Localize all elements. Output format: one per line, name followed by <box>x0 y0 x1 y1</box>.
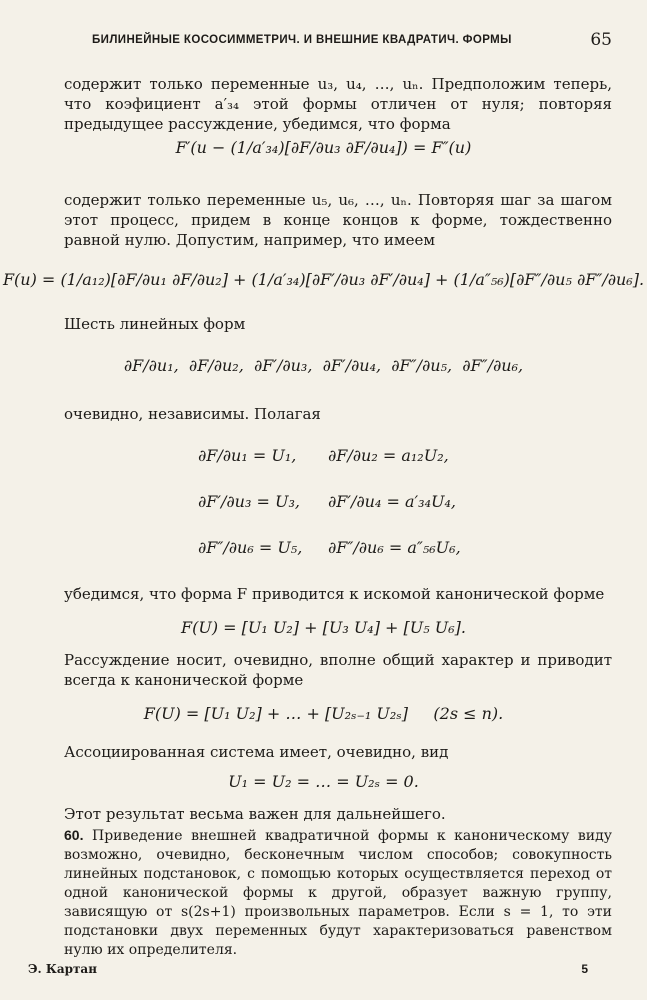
linear-form: ∂F/∂u₁ <box>123 356 174 375</box>
linear-form: ∂F′/∂u₄ <box>322 356 376 375</box>
section-60 <box>64 826 612 960</box>
subst-row-2-right: ∂F′/∂u₄ = a′₃₄U₄, <box>328 492 456 511</box>
linear-form: ∂F″/∂u₅ <box>391 356 447 375</box>
equation-5: F(U) = [U₁ U₂] + [U₃ U₄] + [U₅ U₆]. <box>181 618 466 637</box>
eq2-term-2: (1/a′₃₄)[∂F′/∂u₃ ∂F′/∂u₄] <box>251 270 430 289</box>
paragraph-2: содержит только переменные u₅, u₆, …, uₙ. Повторяя шаг за шагом этот процесс, придем в конце концов к форме, тождественно равной нулю. Допустим, например, что имеем <box>64 191 612 249</box>
subst-row-1-left: ∂F/∂u₁ = U₁, <box>198 446 297 465</box>
section-60-text: Приведение внешней квадратичной формы к каноническому виду возможно, очевидно, бесконечным числом способов; совокупность линейных подстановок, с помощью которых осуществляется переход от одной канонической формы к другой, образует важную группу, зависящую от s(2s+1) произвольных параметров. Если s = 1, то эти подстановки двух переменных будут характеризоваться равенством нулю их определителя. <box>64 828 612 958</box>
linear-forms-list: ∂F/∂u₁, ∂F/∂u₂, ∂F′/∂u₃, ∂F′/∂u₄, ∂F″/∂u₅, ∂F″/∂u₆, <box>123 356 524 375</box>
paragraph-6: Рассуждение носит, очевидно, вполне общий характер и приводит всегда к канонической форме <box>64 651 612 689</box>
section-number: 60. <box>64 827 84 843</box>
subst-row-1-right: ∂F/∂u₂ = a₁₂U₂, <box>328 446 449 465</box>
subst-row-3-left: ∂F″/∂u₆ = U₅, <box>198 538 303 557</box>
linear-form: ∂F/∂u₂ <box>188 356 239 375</box>
equation-2: F(u) = (1/a₁₂)[∂F/∂u₁ ∂F/∂u₂] + (1/a′₃₄)[∂F′/∂u₃ ∂F′/∂u₄] + (1/a″₅₆)[∂F″/∂u₅ ∂F″/∂u₆]. <box>2 270 645 289</box>
eq6-body: F(U) = [U₁ U₂] + … + [U₂ₛ₋₁ U₂ₛ] <box>143 704 408 723</box>
equation-1: F′(u − (1/a′₃₄)[∂F/∂u₃ ∂F/∂u₄]) = F″(u) <box>175 138 472 157</box>
signature-mark: 5 <box>581 962 588 976</box>
eq2-term-1: (1/a₁₂)[∂F/∂u₁ ∂F/∂u₂] <box>60 270 228 289</box>
eq2-lhs: F(u) = <box>2 270 56 289</box>
paragraph-1: содержит только переменные u₃, u₄, …, uₙ. Предположим теперь, что коэфициент a′₃₄ этой формы отличен от нуля; повторяя предыдущее рассуждение, убедимся, что форма <box>64 75 612 133</box>
eq2-term-3: (1/a″₅₆)[∂F″/∂u₅ ∂F″/∂u₆] <box>453 270 639 289</box>
equation-7: U₁ = U₂ = … = U₂ₛ = 0. <box>228 772 419 791</box>
linear-form: ∂F′/∂u₃ <box>253 356 308 375</box>
paragraph-3: Шесть линейных форм <box>64 315 246 333</box>
subst-row-2-left: ∂F′/∂u₃ = U₃, <box>198 492 300 511</box>
equation-6 <box>0 704 647 723</box>
page-footer <box>28 962 588 982</box>
linear-form: ∂F″/∂u₆ <box>462 356 518 375</box>
substitution-grid <box>198 446 498 576</box>
paragraph-7: Ассоциированная система имеет, очевидно, вид <box>64 743 449 761</box>
page-header <box>92 30 612 54</box>
paragraph-5: убедимся, что форма F приводится к искомой канонической форме <box>64 585 605 603</box>
running-head: БИЛИНЕЙНЫЕ КОСОСИММЕТРИЧ. И ВНЕШНИЕ КВАДРАТИЧ. ФОРМЫ <box>92 34 512 46</box>
footer-author: Э. Картан <box>28 962 97 976</box>
paragraph-4: очевидно, независимы. Полагая <box>64 405 321 423</box>
paragraph-8: Этот результат весьма важен для дальнейшего. <box>64 805 446 823</box>
page-number: 65 <box>590 30 612 50</box>
eq6-condition: (2s ≤ n). <box>433 704 504 723</box>
subst-row-3-right: ∂F″/∂u₆ = a″₅₆U₆, <box>328 538 461 557</box>
